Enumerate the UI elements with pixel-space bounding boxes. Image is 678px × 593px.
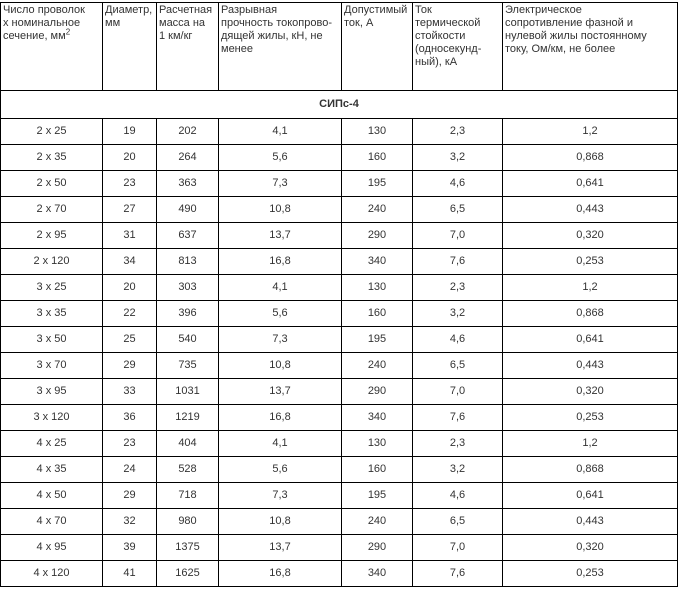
table-cell: 1219 (157, 405, 219, 431)
header-line: х номинальное (3, 17, 81, 29)
table-cell: 4,6 (413, 327, 503, 353)
table-cell: 528 (157, 457, 219, 483)
table-cell: 340 (342, 561, 413, 587)
table-row (1, 431, 678, 457)
table-cell: 2,3 (413, 119, 503, 145)
table-cell: 4,1 (219, 119, 342, 145)
table-cell: 2 х 25 (1, 119, 103, 145)
table-cell: 0,641 (503, 171, 678, 197)
header-line: Ток (415, 4, 432, 16)
table-cell: 195 (342, 171, 413, 197)
table-row (1, 119, 678, 145)
table-cell: 2 х 95 (1, 223, 103, 249)
table-cell: 0,641 (503, 327, 678, 353)
table-cell: 290 (342, 535, 413, 561)
table-cell: 36 (103, 405, 157, 431)
table-cell: 4 х 50 (1, 483, 103, 509)
table-cell: 363 (157, 171, 219, 197)
table-cell: 290 (342, 379, 413, 405)
table-cell: 0,868 (503, 301, 678, 327)
table-cell: 13,7 (219, 223, 342, 249)
table-cell: 0,253 (503, 561, 678, 587)
table-row (1, 379, 678, 405)
table-cell: 34 (103, 249, 157, 275)
table-cell: 27 (103, 197, 157, 223)
header-line: дящей жилы, кН, не (221, 30, 323, 42)
table-cell: 195 (342, 327, 413, 353)
header-line: (односекунд- (415, 43, 482, 55)
table-cell: 240 (342, 197, 413, 223)
table-cell: 0,320 (503, 535, 678, 561)
table-cell: 39 (103, 535, 157, 561)
header-row (1, 3, 678, 91)
table-cell: 0,641 (503, 483, 678, 509)
unit-superscript: 2 (65, 27, 71, 37)
table-cell: 340 (342, 405, 413, 431)
table-cell: 0,320 (503, 223, 678, 249)
table-cell: 4,6 (413, 171, 503, 197)
header-line: Число проволок (3, 4, 85, 16)
header-line: масса на (159, 17, 206, 29)
header-line: 1 км/кг (159, 30, 193, 42)
table-cell: 2,3 (413, 431, 503, 457)
table-cell: 10,8 (219, 509, 342, 535)
table-cell: 16,8 (219, 405, 342, 431)
table-row (1, 509, 678, 535)
table-cell: 160 (342, 301, 413, 327)
table-cell: 637 (157, 223, 219, 249)
table-cell: 3 х 70 (1, 353, 103, 379)
table-cell: 16,8 (219, 561, 342, 587)
table-cell: 980 (157, 509, 219, 535)
header-line: термической (415, 17, 481, 29)
table-cell: 7,3 (219, 483, 342, 509)
table-cell: 29 (103, 483, 157, 509)
table-cell: 490 (157, 197, 219, 223)
table-cell: 404 (157, 431, 219, 457)
table-row (1, 275, 678, 301)
table-cell: 0,320 (503, 379, 678, 405)
table-cell: 16,8 (219, 249, 342, 275)
table-cell: 3 х 120 (1, 405, 103, 431)
table-cell: 1,2 (503, 119, 678, 145)
table-cell: 23 (103, 431, 157, 457)
table-cell: 3 х 95 (1, 379, 103, 405)
table-row (1, 457, 678, 483)
header-line: Разрывная (221, 4, 278, 16)
header-line: току, Ом/км, не более (505, 43, 616, 55)
table-header (1, 3, 678, 91)
table-cell: 5,6 (219, 301, 342, 327)
table-cell: 3 х 25 (1, 275, 103, 301)
table-cell: 130 (342, 431, 413, 457)
column-header-4 (219, 3, 342, 91)
table-cell: 5,6 (219, 457, 342, 483)
table-row (1, 483, 678, 509)
header-line: ток, А (344, 17, 374, 29)
table-cell: 3,2 (413, 145, 503, 171)
table-cell: 4 х 70 (1, 509, 103, 535)
table-row (1, 301, 678, 327)
header-line: стойкости (415, 30, 466, 42)
table-cell: 3,2 (413, 457, 503, 483)
table-cell: 4,6 (413, 483, 503, 509)
column-header-2 (103, 3, 157, 91)
table-cell: 0,443 (503, 197, 678, 223)
table-cell: 202 (157, 119, 219, 145)
table-cell: 4 х 35 (1, 457, 103, 483)
table-cell: 23 (103, 171, 157, 197)
header-line: ный), кА (415, 56, 458, 68)
table-cell: 6,5 (413, 509, 503, 535)
table-cell: 2,3 (413, 275, 503, 301)
table-cell: 160 (342, 457, 413, 483)
table-cell: 396 (157, 301, 219, 327)
table-row (1, 561, 678, 587)
table-cell: 2 х 35 (1, 145, 103, 171)
column-header-3 (157, 3, 219, 91)
section-title: СИПс-4 (1, 91, 678, 119)
table-cell: 540 (157, 327, 219, 353)
table-cell: 10,8 (219, 197, 342, 223)
table-cell: 264 (157, 145, 219, 171)
table-row (1, 405, 678, 431)
header-line: нулевой жилы постоянному (505, 30, 647, 42)
table-cell: 33 (103, 379, 157, 405)
table-cell: 2 х 120 (1, 249, 103, 275)
table-body (1, 91, 678, 587)
sip-spec-table (0, 2, 678, 587)
table-cell: 2 х 50 (1, 171, 103, 197)
table-cell: 0,253 (503, 405, 678, 431)
table-cell: 290 (342, 223, 413, 249)
table-cell: 7,0 (413, 223, 503, 249)
table-cell: 31 (103, 223, 157, 249)
table-cell: 13,7 (219, 379, 342, 405)
table-row (1, 327, 678, 353)
table-cell: 130 (342, 119, 413, 145)
table-cell: 7,6 (413, 249, 503, 275)
table-cell: 7,3 (219, 327, 342, 353)
table-row (1, 249, 678, 275)
table-row (1, 223, 678, 249)
table-cell: 340 (342, 249, 413, 275)
table-cell: 3,2 (413, 301, 503, 327)
header-line: сопротивление фазной и (505, 17, 634, 29)
table-cell: 6,5 (413, 353, 503, 379)
table-cell: 4 х 120 (1, 561, 103, 587)
header-line: Допустимый (344, 4, 408, 16)
header-line: Электрическое (505, 4, 582, 16)
table-cell: 1625 (157, 561, 219, 587)
table-cell: 7,0 (413, 379, 503, 405)
table-cell: 0,253 (503, 249, 678, 275)
header-line: Расчетная (159, 4, 213, 16)
table-cell: 195 (342, 483, 413, 509)
table-cell: 130 (342, 275, 413, 301)
table-cell: 5,6 (219, 145, 342, 171)
table-cell: 24 (103, 457, 157, 483)
table-cell: 41 (103, 561, 157, 587)
table-cell: 1031 (157, 379, 219, 405)
table-cell: 0,868 (503, 145, 678, 171)
column-header-1 (1, 3, 103, 91)
table-cell: 1,2 (503, 275, 678, 301)
table-cell: 29 (103, 353, 157, 379)
table-cell: 10,8 (219, 353, 342, 379)
table-cell: 7,6 (413, 561, 503, 587)
table-cell: 1375 (157, 535, 219, 561)
table-cell: 25 (103, 327, 157, 353)
table-cell: 3 х 35 (1, 301, 103, 327)
table-cell: 240 (342, 353, 413, 379)
table-cell: 240 (342, 509, 413, 535)
table-row (1, 145, 678, 171)
table-cell: 718 (157, 483, 219, 509)
table-cell: 0,443 (503, 353, 678, 379)
table-cell: 2 х 70 (1, 197, 103, 223)
table-cell: 160 (342, 145, 413, 171)
table-cell: 4 х 95 (1, 535, 103, 561)
header-line: Диаметр, (105, 4, 153, 16)
header-line: прочность токопрово- (221, 17, 332, 29)
column-header-7 (503, 3, 678, 91)
table-cell: 3 х 50 (1, 327, 103, 353)
table-cell: 6,5 (413, 197, 503, 223)
table-row (1, 171, 678, 197)
table-cell: 735 (157, 353, 219, 379)
table-cell: 20 (103, 275, 157, 301)
table-cell: 7,6 (413, 405, 503, 431)
table-cell: 0,443 (503, 509, 678, 535)
table-cell: 4,1 (219, 431, 342, 457)
table-cell: 303 (157, 275, 219, 301)
table-cell: 4,1 (219, 275, 342, 301)
header-line: менее (221, 43, 253, 55)
table-cell: 7,3 (219, 171, 342, 197)
table-cell: 20 (103, 145, 157, 171)
table-cell: 0,868 (503, 457, 678, 483)
table-cell: 22 (103, 301, 157, 327)
table-cell: 19 (103, 119, 157, 145)
table-cell: 13,7 (219, 535, 342, 561)
table-cell: 32 (103, 509, 157, 535)
table-cell: 4 х 25 (1, 431, 103, 457)
table-row (1, 535, 678, 561)
table-cell: 1,2 (503, 431, 678, 457)
column-header-5 (342, 3, 413, 91)
table-cell: 813 (157, 249, 219, 275)
section-row (1, 91, 678, 119)
table-cell: 7,0 (413, 535, 503, 561)
table-row (1, 353, 678, 379)
column-header-6 (413, 3, 503, 91)
table-row (1, 197, 678, 223)
header-line: сечение, мм (3, 30, 66, 42)
header-line: мм (105, 17, 121, 29)
